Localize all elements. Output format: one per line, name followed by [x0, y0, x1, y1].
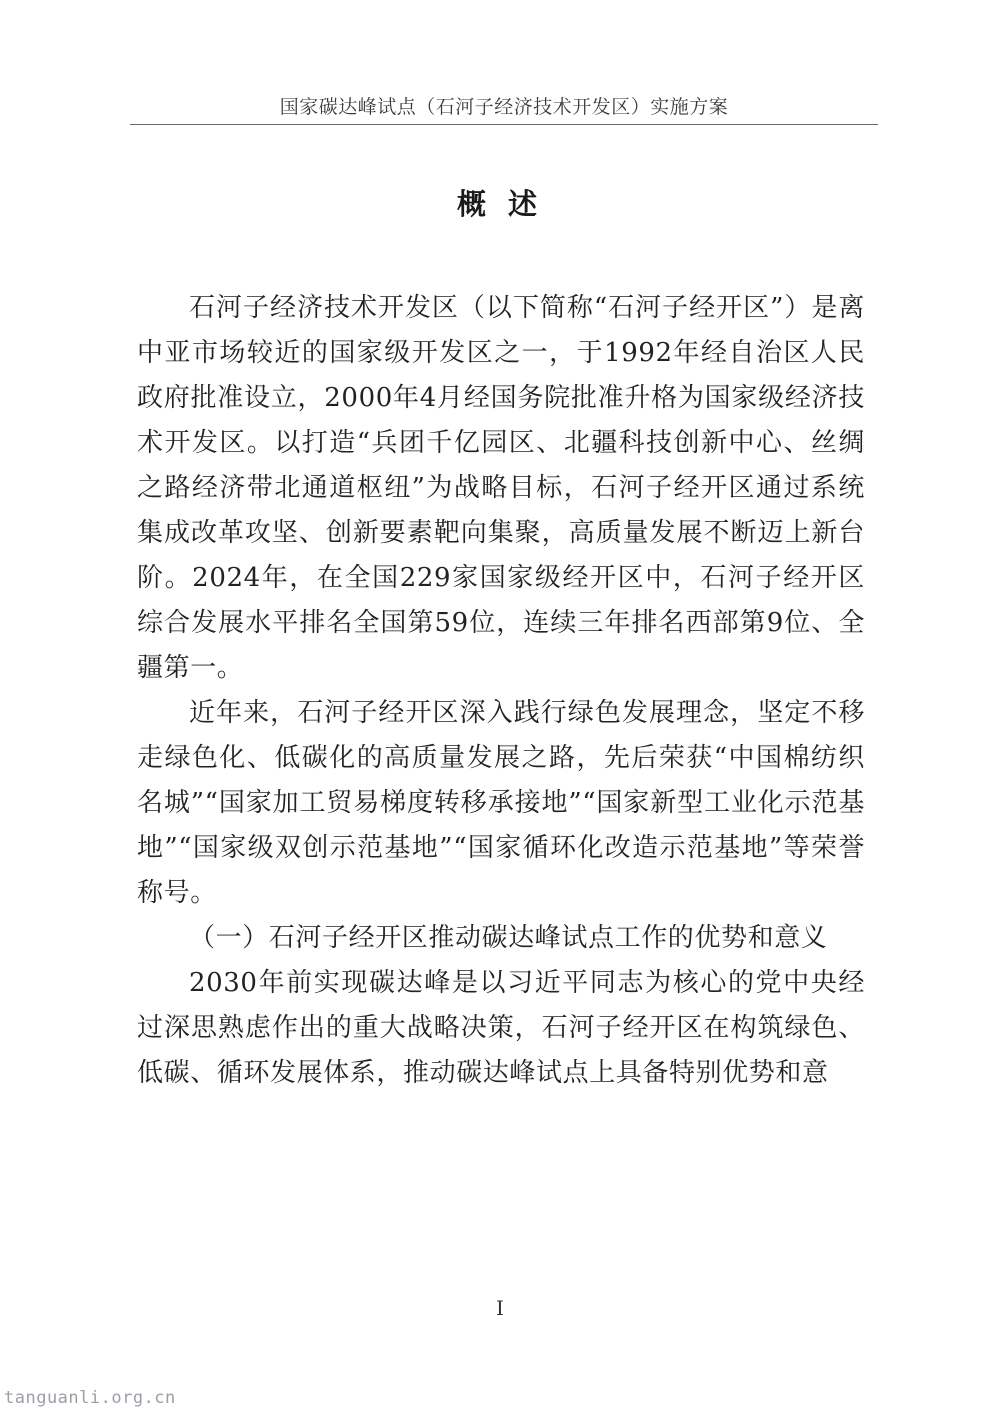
- paragraph-introduction: 石河子经济技术开发区（以下简称“石河子经开区”）是离中亚市场较近的国家级开发区之一，于1992年经自治区人民政府批准设立，2000年4月经国务院批准升格为国家级经济技术开发区。以打造“兵团千亿园区、北疆科技创新中心、丝绸之路经济带北通道枢纽”为战略目标，石河子经开区通过系统集成改革攻坚、创新要素靶向集聚，高质量发展不断迈上新台阶。2024年，在全国229家国家级经开区中，石河子经开区综合发展水平排名全国第59位，连续三年排名西部第9位、全疆第一。: [137, 293, 865, 683]
- paragraph-green-development: 近年来，石河子经开区深入践行绿色发展理念，坚定不移走绿色化、低碳化的高质量发展之路，先后荣获“中国棉纺织名城”“国家加工贸易梯度转移承接地”“国家新型工业化示范基地”“国家级双创示范基地”“国家循环化改造示范基地”等荣誉称号。: [137, 698, 865, 908]
- paragraph-carbon-peak: 2030年前实现碳达峰是以习近平同志为核心的党中央经过深思熟虑作出的重大战略决策，石河子经开区在构筑绿色、低碳、循环发展体系，推动碳达峰试点上具备特别优势和意: [137, 968, 865, 1088]
- section-heading: （一）石河子经开区推动碳达峰试点工作的优势和意义: [189, 923, 828, 953]
- site-watermark: tanguanli.org.cn: [4, 1388, 176, 1408]
- running-header: 国家碳达峰试点（石河子经济技术开发区）实施方案: [279, 96, 729, 118]
- page-title: 概 述: [456, 187, 544, 221]
- document-body: [137, 286, 865, 1096]
- header-divider: [130, 124, 878, 125]
- page-number: I: [496, 1296, 504, 1320]
